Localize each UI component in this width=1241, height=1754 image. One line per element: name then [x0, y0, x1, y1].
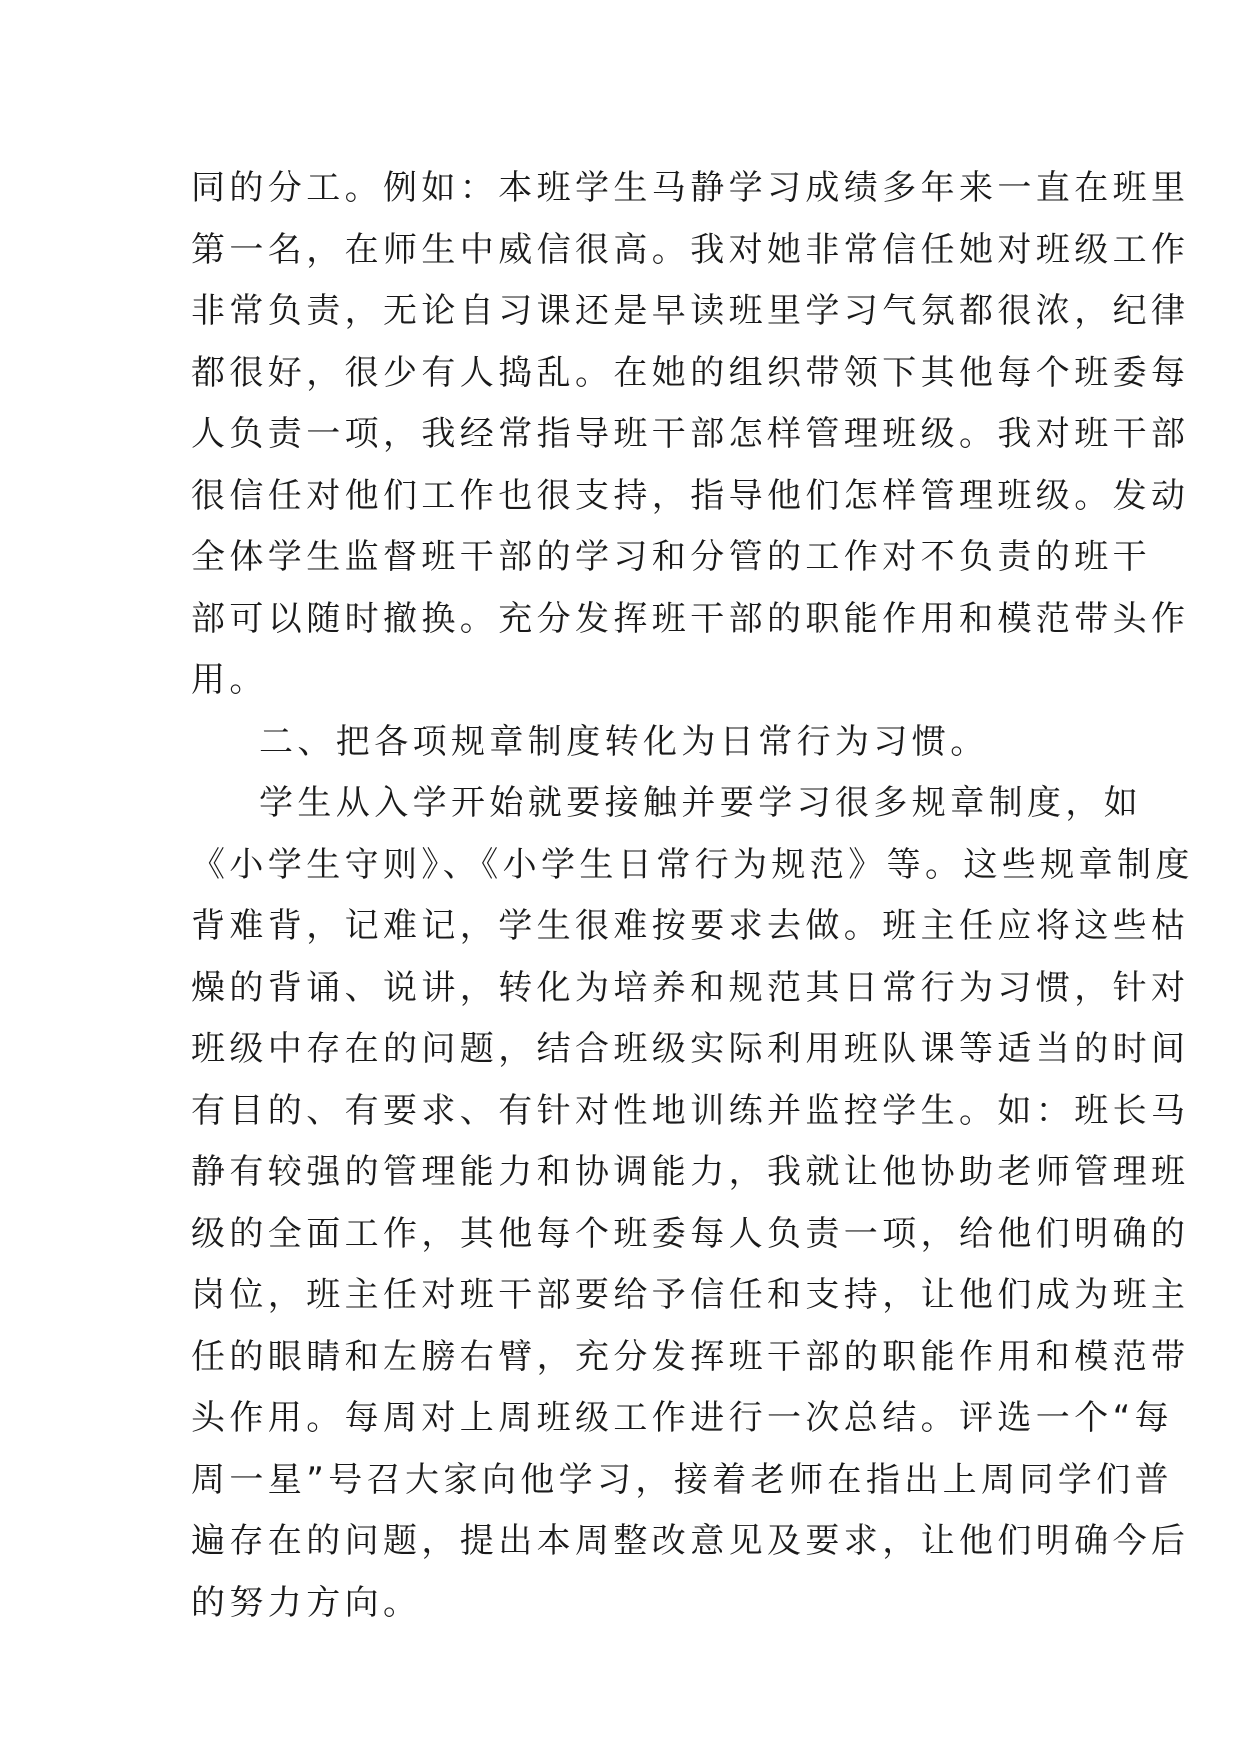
text-line: 全体学生监督班干部的学习和分管的工作对不负责的班干 [191, 537, 1151, 577]
text-line: 周一星”号召大家向他学习，接着老师在指出上周同学们普 [191, 1459, 1174, 1500]
paragraph-start-line: 学生从入学开始就要接触并要学习很多规章制度，如 [259, 783, 1143, 823]
text-line: 头作用。每周对上周班级工作进行一次总结。评选一个“每 [191, 1398, 1174, 1438]
text-line: 同的分工。例如：本班学生马静学习成绩多年来一直在班里 [191, 168, 1190, 208]
text-line: 非常负责，无论自习课还是早读班里学习气氛都很浓，纪律 [191, 291, 1190, 331]
document-body [191, 158, 1194, 1634]
text-line: 燥的背诵、说讲，转化为培养和规范其日常行为习惯，针对 [191, 967, 1190, 1008]
text-line: 部可以随时撤换。充分发挥班干部的职能作用和模范带头作 [191, 598, 1190, 639]
text-line: 级的全面工作，其他每个班委每人负责一项，给他们明确的 [191, 1213, 1190, 1254]
text-line: 遍存在的问题，提出本周整改意见及要求，让他们明确今后 [191, 1521, 1190, 1561]
text-line: 很信任对他们工作也很支持，指导他们怎样管理班级。发动 [191, 475, 1190, 516]
section-heading: 二、把各项规章制度转化为日常行为习惯。 [259, 721, 989, 762]
text-line: 都很好，很少有人捣乱。在她的组织带领下其他每个班委每 [191, 352, 1190, 393]
text-line: 《小学生守则》、《小学生日常行为规范》等。这些规章制度 [191, 844, 1194, 885]
text-line: 背难背，记难记，学生很难按要求去做。班主任应将这些枯 [191, 906, 1190, 946]
text-line: 静有较强的管理能力和协调能力，我就让他协助老师管理班 [191, 1152, 1190, 1192]
text-line: 任的眼睛和左膀右臂，充分发挥班干部的职能作用和模范带 [191, 1336, 1190, 1377]
text-line: 有目的、有要求、有针对性地训练并监控学生。如：班长马 [191, 1090, 1190, 1131]
text-line: 第一名，在师生中威信很高。我对她非常信任她对班级工作 [191, 229, 1190, 270]
text-line: 班级中存在的问题，结合班级实际利用班队课等适当的时间 [191, 1029, 1190, 1069]
text-line: 人负责一项，我经常指导班干部怎样管理班级。我对班干部 [191, 414, 1190, 454]
text-line: 岗位，班主任对班干部要给予信任和支持，让他们成为班主 [191, 1275, 1190, 1315]
text-line: 用。 [191, 660, 268, 700]
text-line: 的努力方向。 [191, 1582, 422, 1623]
